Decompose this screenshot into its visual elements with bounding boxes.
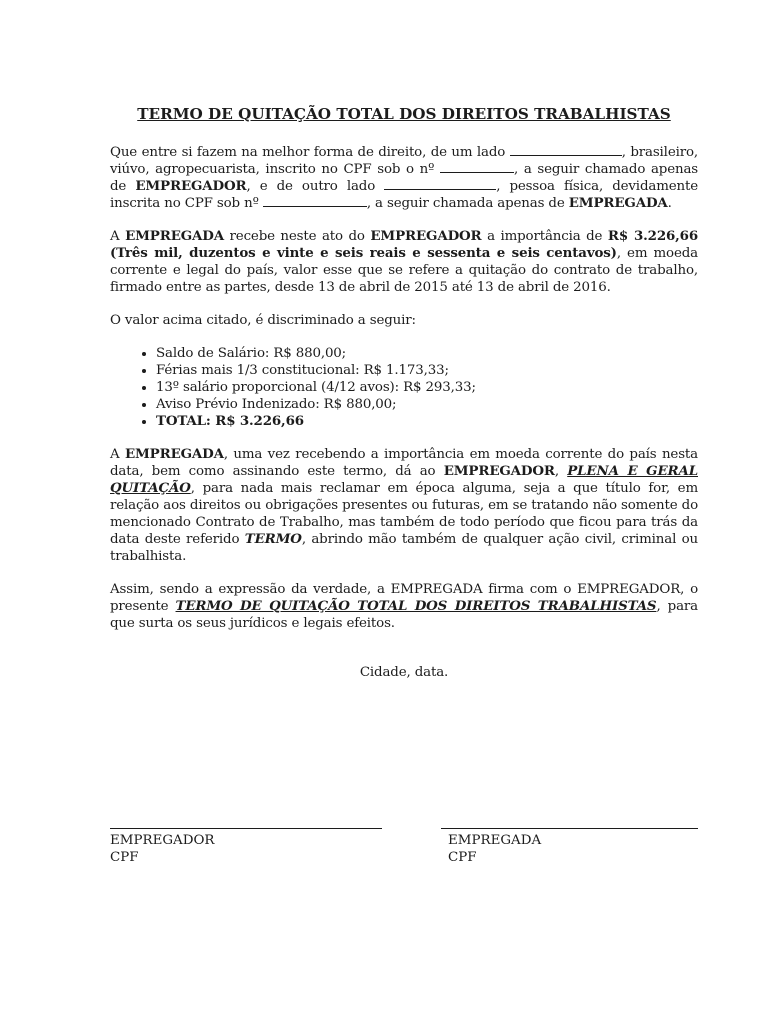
text: , a seguir chamada apenas de xyxy=(366,196,565,211)
text: , e de outro lado xyxy=(246,179,376,194)
amount-text: R$ 3.226,66 (Três mil, duzentos e vinte e seis reais e sessenta e seis centavos) xyxy=(110,228,698,261)
release-paragraph xyxy=(110,446,698,565)
text: , para nada mais reclamar em época alguma, seja a que título for, em relação aos direitos ou obrigações presentes ou futuras, em se tratando não somente do mencionado Contrato de Trabalho, mas também de todo período que ficou para trás da data deste referido xyxy=(110,481,698,547)
text: , em moeda corrente e legal do país, valor esse que se refere a quitação do contrato de trabalho, firmado entre as partes, desde 13 de abril de 2015 até 13 de abril de 2016. xyxy=(110,246,698,295)
blank-line xyxy=(510,144,622,156)
signature-block-employer xyxy=(110,828,382,866)
text: , brasileiro, viúvo, agropecuarista, inscrito no CPF sob o nº xyxy=(110,145,698,177)
document-title: TERMO DE QUITAÇÃO TOTAL DOS DIREITOS TRABALHISTAS xyxy=(137,105,671,123)
text: . xyxy=(667,196,672,211)
blank-line xyxy=(263,195,367,207)
payment-paragraph xyxy=(110,228,698,296)
blank-line xyxy=(440,161,514,173)
text: , xyxy=(554,464,559,479)
text: , abrindo mão também de qualquer ação civil, criminal ou trabalhista. xyxy=(110,532,699,564)
text: A xyxy=(110,229,120,244)
text: Que entre si fazem na melhor forma de direito, de um lado xyxy=(110,145,506,160)
list-item: • Aviso Prévio Indenizado: R$ 880,00; xyxy=(156,396,698,413)
employee-term: EMPREGADA xyxy=(125,228,224,244)
employee-term: EMPREGADA xyxy=(124,446,224,462)
employee-term: EMPREGADA xyxy=(568,195,668,211)
text: recebe neste ato do xyxy=(229,229,365,244)
document-body xyxy=(110,104,698,697)
signature-name: EMPREGADOR xyxy=(110,833,215,848)
signature-block-employee xyxy=(441,828,698,866)
text: A xyxy=(110,447,120,462)
list-item: • Saldo de Salário: R$ 880,00; xyxy=(156,345,698,362)
employer-term: EMPREGADOR xyxy=(135,178,247,194)
document-title-reference: TERMO DE QUITAÇÃO TOTAL DOS DIREITOS TRABALHISTAS xyxy=(175,598,657,614)
text: , para que surta os seus jurídicos e legais efeitos. xyxy=(110,599,698,631)
term-word: TERMO xyxy=(244,531,302,547)
breakdown-intro: O valor acima citado, é discriminado a seguir: xyxy=(110,313,416,328)
closing-paragraph xyxy=(110,581,698,632)
full-release-term: PLENA E GERAL QUITAÇÃO xyxy=(110,463,698,496)
text: a importância de xyxy=(487,229,603,244)
blank-line xyxy=(384,178,496,190)
signature-cpf: CPF xyxy=(110,850,139,865)
signature-name: EMPREGADA xyxy=(448,833,542,848)
text: , pessoa física, devidamente inscrita no CPF sob nº xyxy=(110,179,698,211)
total-text: TOTAL: R$ 3.226,66 xyxy=(156,413,304,429)
list-item: • Férias mais 1/3 constitucional: R$ 1.173,33; xyxy=(156,362,698,379)
text: , uma vez recebendo a importância em moeda corrente do país nesta data, bem como assinando este termo, dá ao xyxy=(110,447,698,479)
signature-cpf: CPF xyxy=(448,850,477,865)
text: Assim, sendo a expressão da verdade, a EMPREGADA firma com o EMPREGADOR, o presente xyxy=(110,582,698,614)
employer-term: EMPREGADOR xyxy=(443,463,555,479)
text: , a seguir chamado apenas de xyxy=(110,162,699,194)
parties-paragraph xyxy=(110,144,698,212)
list-item-total xyxy=(156,413,698,430)
breakdown-list xyxy=(110,345,698,430)
place-date: Cidade, data. xyxy=(359,665,449,680)
employer-term: EMPREGADOR xyxy=(370,228,482,244)
list-item: • 13º salário proporcional (4/12 avos): R$ 293,33; xyxy=(156,379,698,396)
